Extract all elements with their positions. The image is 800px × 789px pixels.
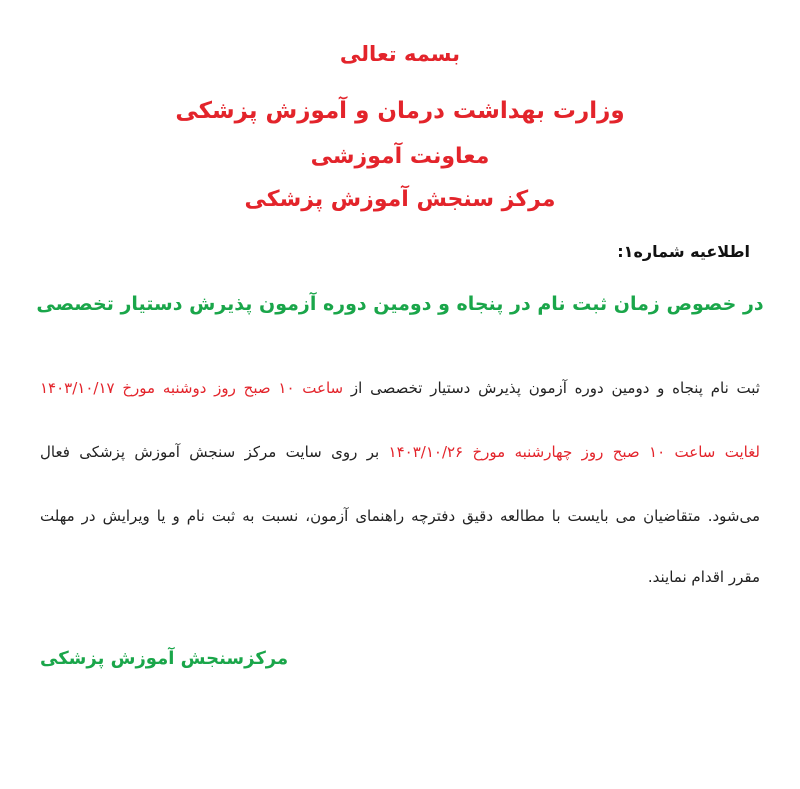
registration-start-date: ساعت ۱۰ صبح روز دوشنبه مورخ ۱۴۰۳/۱۰/۱۷ — [40, 379, 344, 397]
body-line-3: می‌شود. متقاضیان می بایست با مطالعه دقیق دفترچه راهنمای آزمون، نسبت به ثبت نام و یا ویرایش در مهلت — [40, 507, 760, 525]
basmala-heading: بسمه تعالی — [339, 42, 461, 66]
notice-subject: در خصوص زمان ثبت نام در پنجاه و دومین دوره آزمون پذیرش دستیار تخصصی — [36, 293, 764, 315]
center-heading: مرکز سنجش آموزش پزشکی — [244, 187, 556, 212]
body-line-2 — [40, 443, 760, 461]
ministry-heading: وزارت بهداشت درمان و آموزش پزشکی — [175, 98, 625, 124]
notice-number: اطلاعیه شماره۱: — [617, 242, 750, 261]
deputy-heading: معاونت آموزشی — [310, 144, 490, 169]
body-line-2-plain: بر روی سایت مرکز سنجش آموزش پزشکی فعال — [40, 443, 389, 461]
body-line-4: مقرر اقدام نمایند. — [647, 568, 760, 586]
registration-end-date: لغایت ساعت ۱۰ صبح روز چهارشنبه مورخ ۱۴۰۳/۱۰/۲۶ — [388, 443, 761, 461]
signature: مرکزسنجش آموزش پزشکی — [40, 648, 289, 669]
body-line-1-plain: ثبت نام پنجاه و دومین دوره آزمون پذیرش دستیار تخصصی از — [343, 379, 760, 397]
body-line-1 — [40, 379, 760, 397]
